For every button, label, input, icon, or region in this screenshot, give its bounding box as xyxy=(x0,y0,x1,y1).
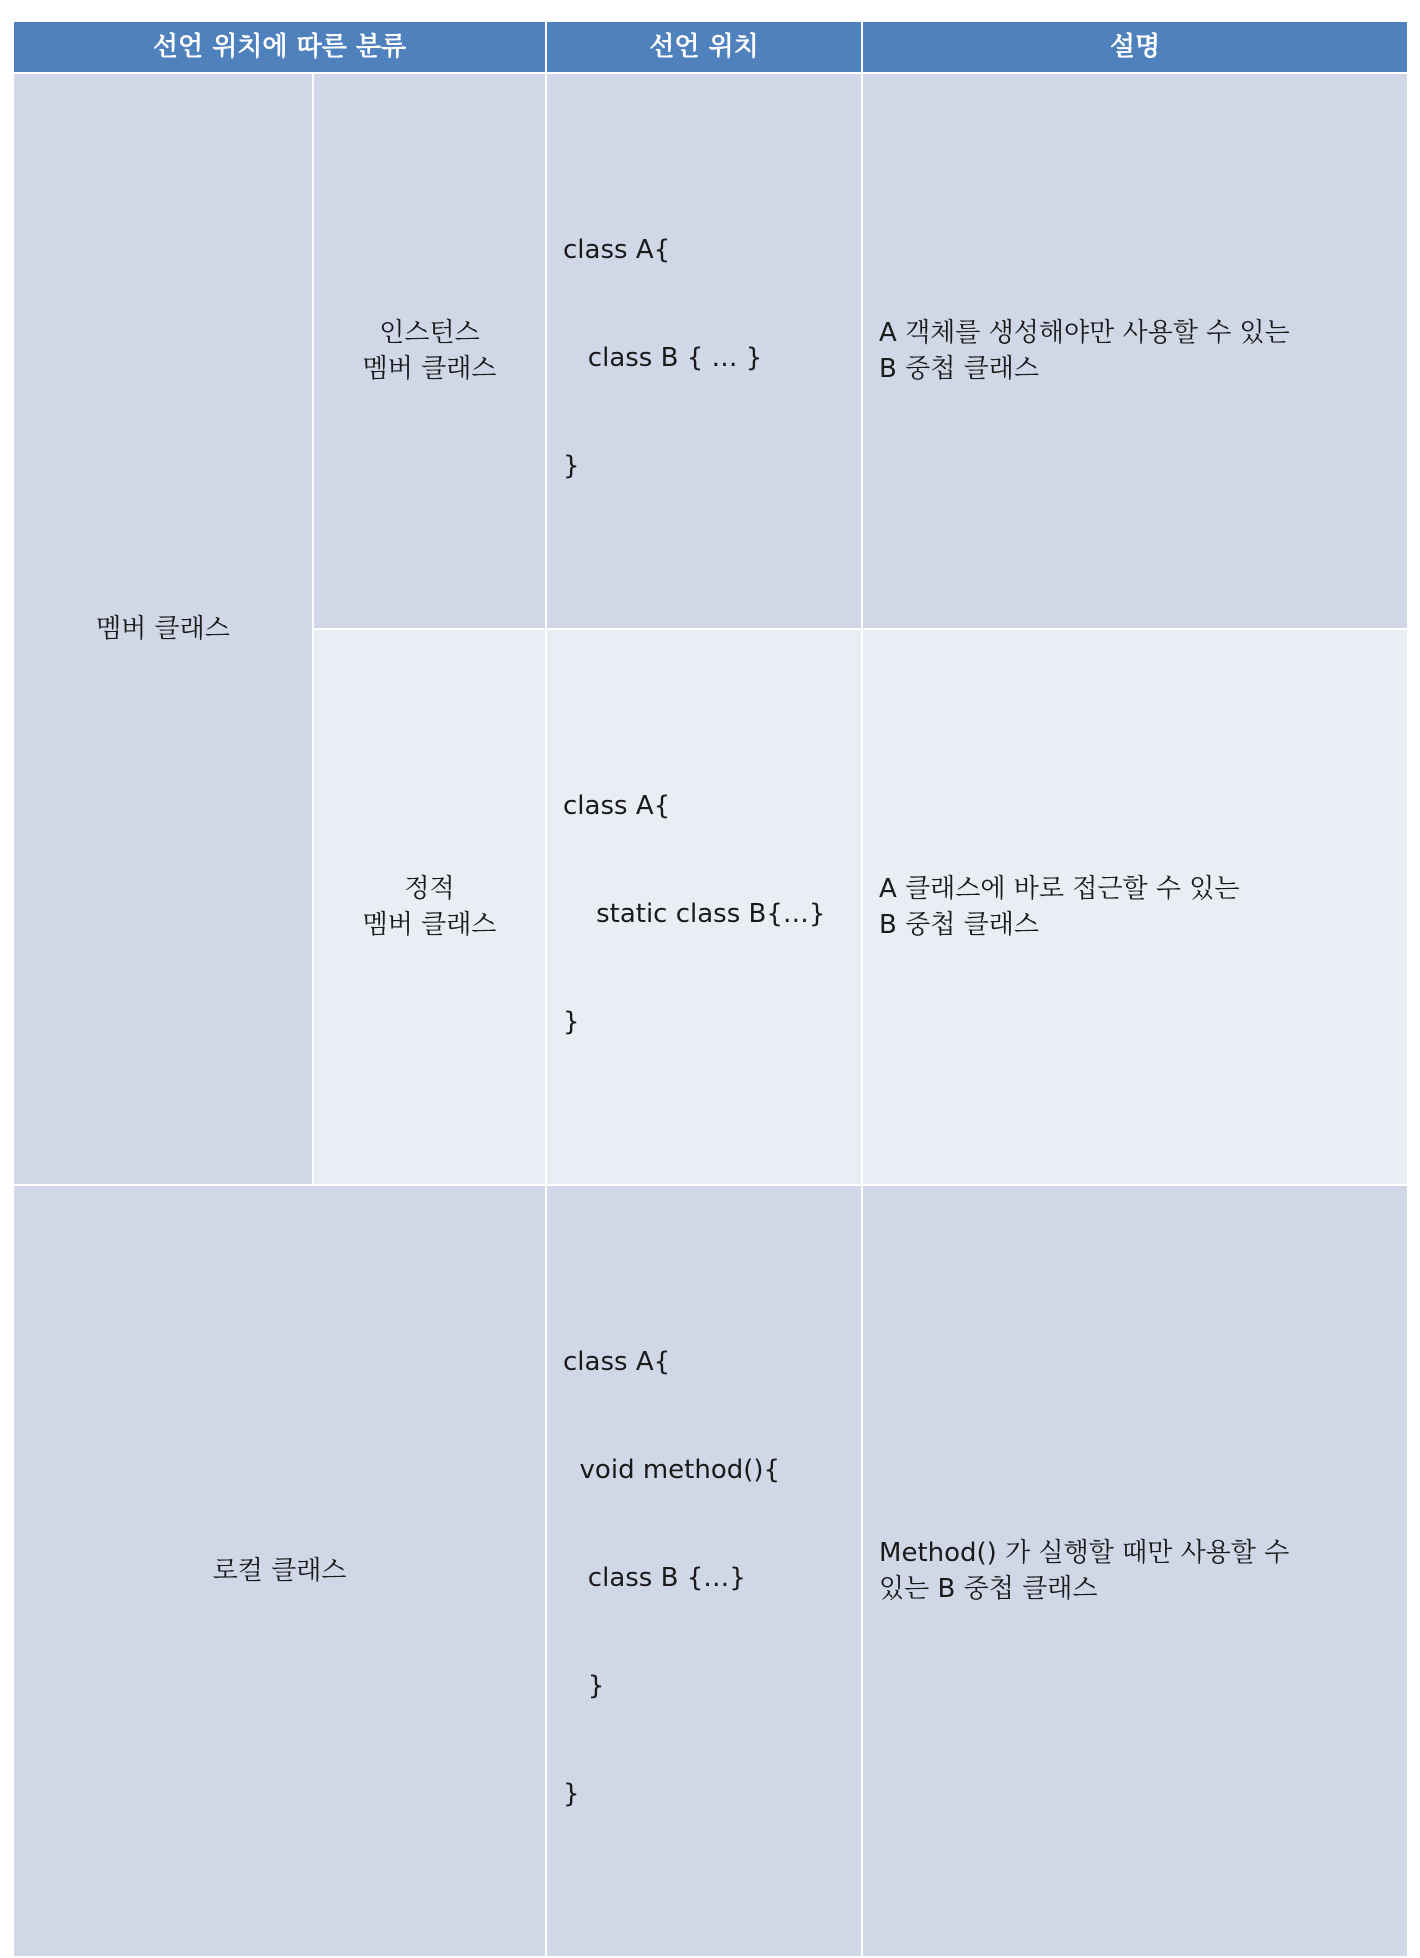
table-row-local xyxy=(13,1185,1408,1957)
static-code-line: } xyxy=(563,1007,580,1037)
local-desc-line1: Method() 가 실행할 때만 사용할 수 xyxy=(879,1538,1290,1568)
nested-class-table xyxy=(12,20,1409,1958)
static-type-line1: 정적 xyxy=(404,874,455,904)
local-code-cell xyxy=(546,1185,862,1957)
local-code-line: void method(){ xyxy=(563,1455,781,1485)
static-desc-line2: B 중첩 클래스 xyxy=(879,910,1039,940)
member-class-cell: 멤버 클래스 xyxy=(13,73,313,1185)
local-code-line: } xyxy=(563,1671,605,1701)
instance-code-line: class B { … } xyxy=(563,343,763,373)
local-description-cell xyxy=(862,1185,1408,1957)
local-desc-line2: 있는 B 중첩 클래스 xyxy=(879,1574,1098,1604)
instance-code-line: } xyxy=(563,451,580,481)
table-row-instance xyxy=(13,73,1408,629)
header-declaration-location: 선언 위치 xyxy=(546,21,862,73)
instance-desc-line2: B 중첩 클래스 xyxy=(879,354,1039,384)
local-class-cell: 로컬 클래스 xyxy=(13,1185,546,1957)
instance-type-line1: 인스턴스 xyxy=(379,318,480,348)
static-code-line: static class B{…} xyxy=(563,899,826,929)
instance-description-cell xyxy=(862,73,1408,629)
instance-code-line: class A{ xyxy=(563,235,671,265)
instance-code-cell xyxy=(546,73,862,629)
static-description-cell xyxy=(862,629,1408,1185)
local-code-line: class A{ xyxy=(563,1347,671,1377)
header-row xyxy=(13,21,1408,73)
header-description: 설명 xyxy=(862,21,1408,73)
instance-member-class-cell xyxy=(313,73,546,629)
static-member-class-cell xyxy=(313,629,546,1185)
local-code-line: class B {…} xyxy=(563,1563,746,1593)
instance-desc-line1: A 객체를 생성해야만 사용할 수 있는 xyxy=(879,318,1290,348)
local-code-line: } xyxy=(563,1779,580,1809)
static-type-line2: 멤버 클래스 xyxy=(362,910,497,940)
instance-type-line2: 멤버 클래스 xyxy=(362,354,497,384)
header-classification: 선언 위치에 따른 분류 xyxy=(13,21,546,73)
static-code-cell xyxy=(546,629,862,1185)
static-desc-line1: A 클래스에 바로 접근할 수 있는 xyxy=(879,874,1240,904)
static-code-line: class A{ xyxy=(563,791,671,821)
